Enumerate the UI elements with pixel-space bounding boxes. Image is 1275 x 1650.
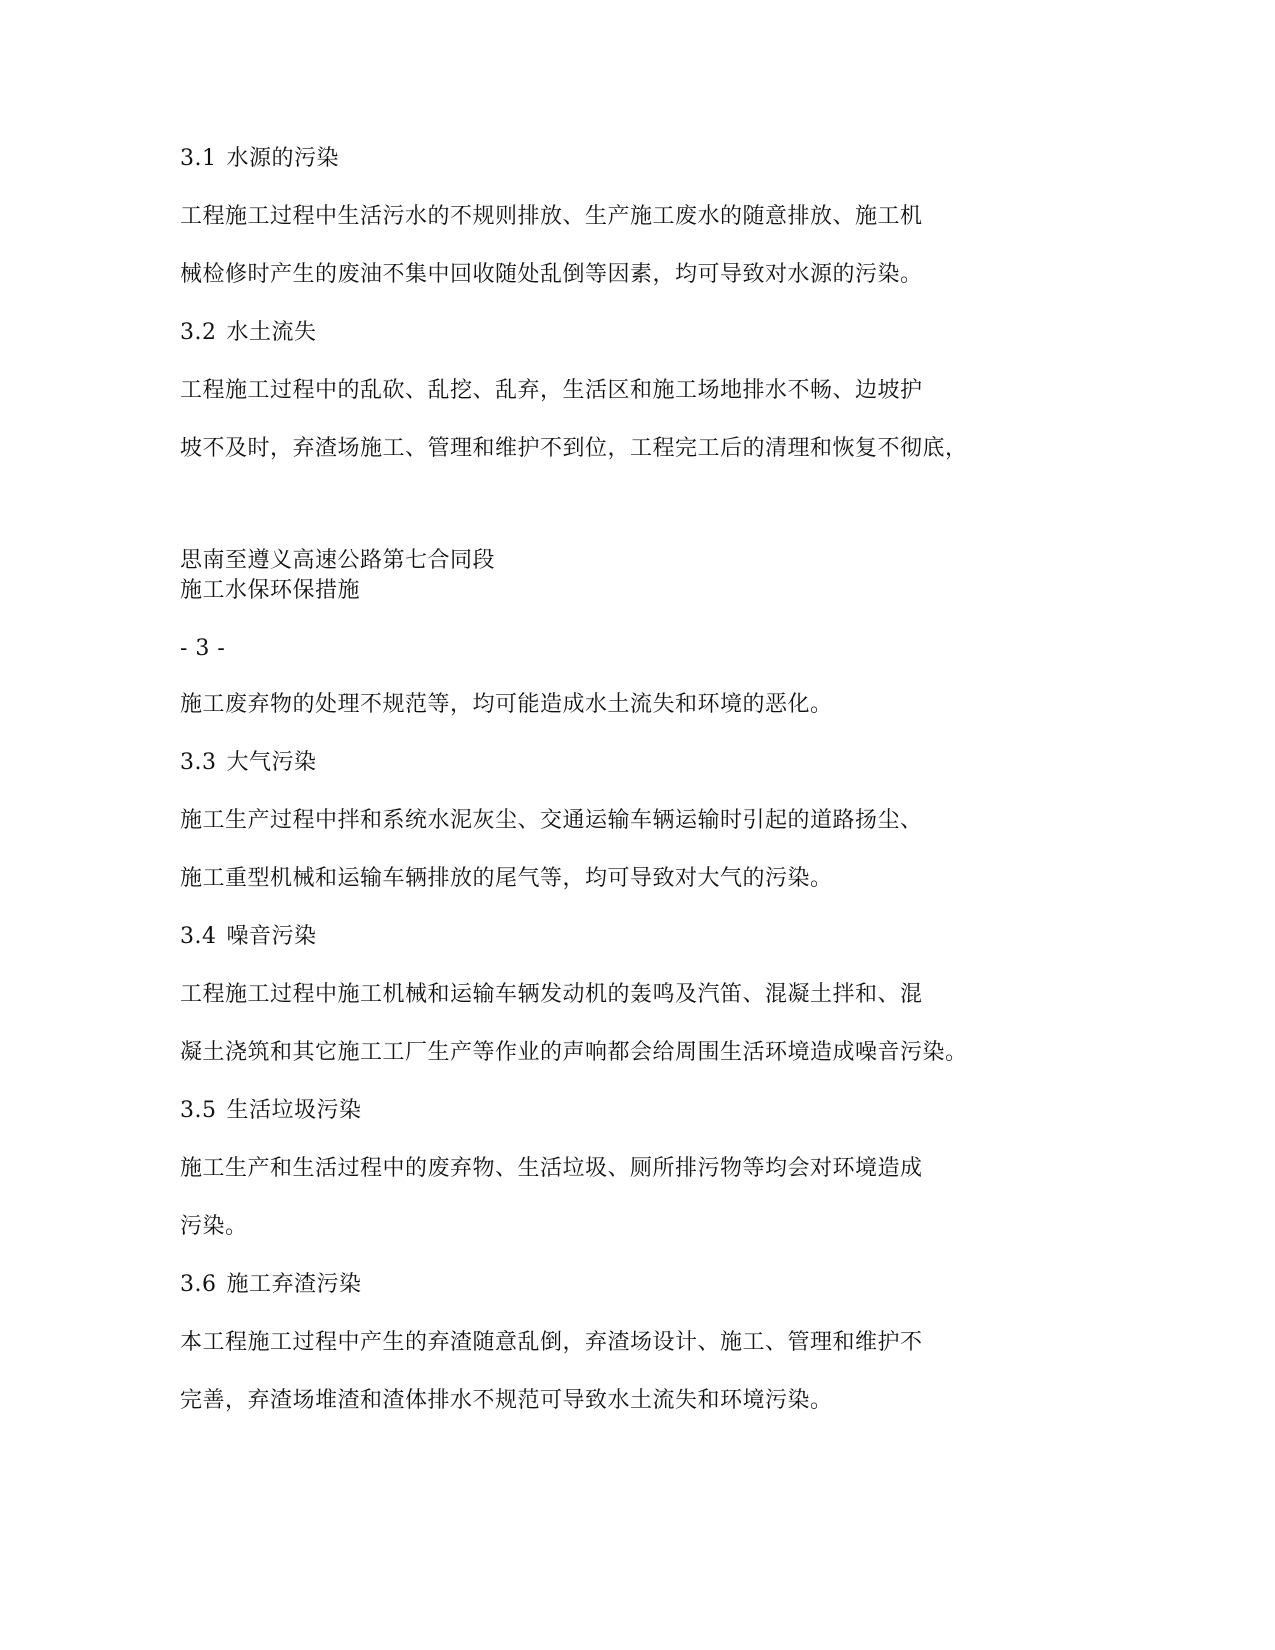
section-number: 3.6 — [180, 1272, 217, 1297]
footer-project-title: 思南至遵义高速公路第七合同段 — [180, 548, 496, 573]
section-number: 3.2 — [180, 320, 217, 345]
section-number: 3.4 — [180, 924, 217, 949]
section-title: 生活垃圾污染 — [226, 1098, 362, 1123]
paragraph-line: 工程施工过程中施工机械和运输车辆发动机的轰鸣及汽笛、混凝土拌和、混 — [180, 982, 923, 1007]
footer-subtitle: 施工水保环保措施 — [180, 578, 361, 603]
paragraph-line: 凝土浇筑和其它施工工厂生产等作业的声响都会给周围生活环境造成噪音污染。 — [180, 1040, 968, 1065]
section-title: 噪音污染 — [226, 924, 317, 949]
page-number: - 3 - — [180, 636, 226, 661]
section-heading-3-4 — [180, 922, 317, 952]
paragraph-line: 工程施工过程中生活污水的不规则排放、生产施工废水的随意排放、施工机 — [180, 204, 923, 229]
section-number: 3.3 — [180, 750, 217, 775]
paragraph-line: 污染。 — [180, 1214, 248, 1239]
section-heading-3-3 — [180, 748, 317, 778]
paragraph-line: 坡不及时，弃渣场施工、管理和维护不到位，工程完工后的清理和恢复不彻底， — [180, 436, 968, 461]
paragraph-line: 完善，弃渣场堆渣和渣体排水不规范可导致水土流失和环境污染。 — [180, 1388, 833, 1413]
section-title: 施工弃渣污染 — [226, 1272, 362, 1297]
paragraph-line: 施工重型机械和运输车辆排放的尾气等，均可导致对大气的污染。 — [180, 866, 833, 891]
section-heading-3-1 — [180, 144, 339, 174]
section-heading-3-6 — [180, 1270, 362, 1300]
paragraph-line-continuation: 施工废弃物的处理不规范等，均可能造成水土流失和环境的恶化。 — [180, 692, 833, 717]
section-heading-3-2 — [180, 318, 317, 348]
section-heading-3-5 — [180, 1096, 362, 1126]
paragraph-line: 本工程施工过程中产生的弃渣随意乱倒，弃渣场设计、施工、管理和维护不 — [180, 1330, 923, 1355]
section-title: 水土流失 — [226, 320, 317, 345]
section-title: 水源的污染 — [226, 146, 340, 171]
section-number: 3.5 — [180, 1098, 217, 1123]
paragraph-line: 械检修时产生的废油不集中回收随处乱倒等因素，均可导致对水源的污染。 — [180, 262, 923, 287]
paragraph-line: 施工生产过程中拌和系统水泥灰尘、交通运输车辆运输时引起的道路扬尘、 — [180, 808, 923, 833]
section-number: 3.1 — [180, 146, 217, 171]
paragraph-line: 工程施工过程中的乱砍、乱挖、乱弃，生活区和施工场地排水不畅、边坡护 — [180, 378, 923, 403]
paragraph-line: 施工生产和生活过程中的废弃物、生活垃圾、厕所排污物等均会对环境造成 — [180, 1156, 923, 1181]
section-title: 大气污染 — [226, 750, 317, 775]
